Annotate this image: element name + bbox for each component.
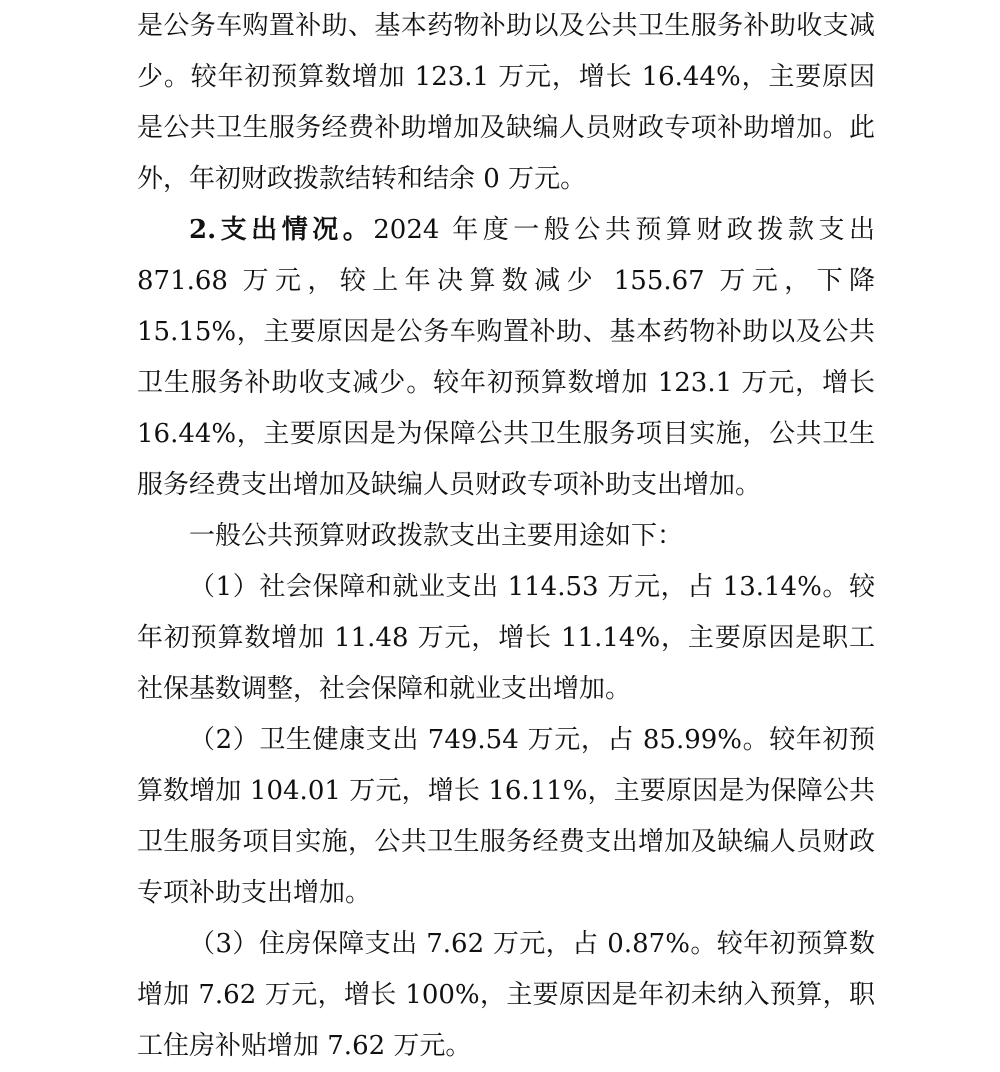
health-item-paragraph: （2）卫生健康支出 749.54 万元，占 85.99%。较年初预算数增加 104.01 万元，增长 16.11%，主要原因是为保障公共卫生服务项目实施，公共卫生服务经费支出增加及缺编人员财政专项补助支出增加。 — [137, 725, 875, 908]
expenditure-overview-text: 2024 年度一般公共预算财政拨款支出 871.68 万元，较上年决算数减少 155.67 万元，下降 15.15%，主要原因是公务车购置补助、基本药物补助以及公共卫生服务补助收支减少。较年初预算数增加 123.1 万元，增长 16.44%，主要原因是为保障公共卫生服务项目实施，公共卫生服务经费支出增加及缺编人员财政专项补助支出增加。 — [137, 215, 875, 500]
social-security-item-paragraph: （1）社会保障和就业支出 114.53 万元，占 13.14%。较年初预算数增加 11.48 万元，增长 11.14%，主要原因是职工社保基数调整，社会保障和就业支出增加。 — [137, 572, 875, 704]
expenditure-heading: 2.支出情况。 — [189, 215, 374, 245]
housing-item-paragraph: （3）住房保障支出 7.62 万元，占 0.87%。较年初预算数增加 7.62 万元，增长 100%，主要原因是年初未纳入预算，职工住房补贴增加 7.62 万元。 — [137, 929, 875, 1061]
usage-intro-paragraph: 一般公共预算财政拨款支出主要用途如下： — [189, 521, 684, 551]
expenditure-overview-paragraph — [137, 205, 875, 511]
revenue-continuation-paragraph: 是公务车购置补助、基本药物补助以及公共卫生服务补助收支减少。较年初预算数增加 123.1 万元，增长 16.44%，主要原因是公共卫生服务经费补助增加及缺编人员财政专项补助增加。此外，年初财政拨款结转和结余 0 万元。 — [137, 11, 875, 194]
document-body — [137, 1, 875, 1072]
